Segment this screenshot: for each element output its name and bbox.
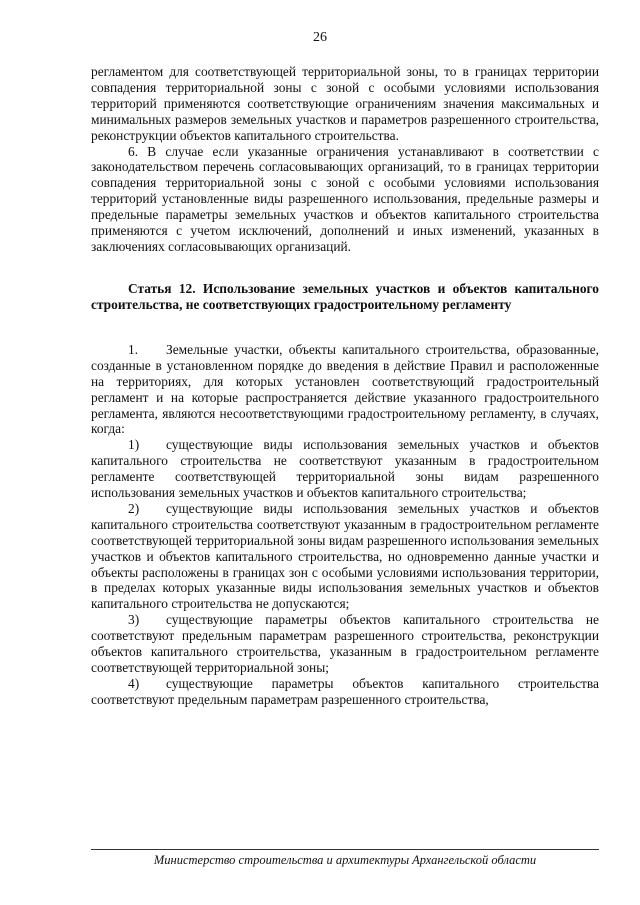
page-number: 26 xyxy=(313,30,327,45)
document-body xyxy=(91,64,599,708)
subitem-4-text: существующие параметры объектов капитального строительства соответствуют предельным параметрам разрешенного строительства, xyxy=(91,675,599,707)
subitem-4 xyxy=(91,676,599,708)
paragraph-continuation: регламентом для соответствующей территориальной зоны, то в границах территории совпадения территориальной зоны с зоной с особыми условиями использования территорий применяются соответствующие ограничениям значения максимальных и минимальных размеров земельных участков и параметров разрешенного строительства, реконструкции объектов капитального строительства. xyxy=(91,64,599,143)
item-1 xyxy=(91,342,599,437)
subitem-3-text: существующие параметры объектов капитального строительства не соответствуют предельным параметрам разрешенного строительства, реконструкции объектов капитального строительства, указанным в градостроительном регламенте соответствующей территориальной зоны; xyxy=(91,612,599,675)
subitem-1 xyxy=(91,437,599,501)
subitem-4-number: 4) xyxy=(128,675,140,691)
subitem-3 xyxy=(91,612,599,676)
subitem-2-number: 2) xyxy=(128,500,140,516)
subitem-2 xyxy=(91,501,599,612)
subitem-2-text: существующие виды использования земельных участков и объектов капитального строительства соответствуют указанным в градостроительном регламенте соответствующей территориальной зоны видам разрешенного использования земельных участков и объектов капитального строительства, но одновременно данные участки и объекты расположены в границах зон с особыми условиями использования территории, в пределах которых указанные виды использования земельных участков и объектов капитального строительства не допускаются; xyxy=(91,500,599,612)
subitem-1-text: существующие виды использования земельных участков и объектов капитального строительства не соответствуют указанным в градостроительном регламенте соответствующей территориальной зоны видам разрешенного использования земельных участков и объектов капитального строительства; xyxy=(91,437,599,501)
item-1-number: 1. xyxy=(128,341,139,357)
paragraph-6: 6. В случае если указанные ограничения устанавливают в соответствии с законодательством перечень согласовывающих организаций, то в границах территории совпадения территориальной зоны с зоной с особыми условиями использования территорий установленные виды разрешенного использования, предельные размеры и предельные параметры земельных участков и объектов капитального строительства применяются с учетом исключений, дополнений и иных изменений, указанных в заключениях согласовывающих организаций. xyxy=(91,143,599,254)
subitem-3-number: 3) xyxy=(128,612,140,628)
article-12-heading: Статья 12. Использование земельных участков и объектов капитального строительства, не соответствующих градостроительному регламенту xyxy=(91,280,599,313)
footer-divider xyxy=(91,849,599,850)
subitem-1-number: 1) xyxy=(128,437,140,453)
item-1-text: Земельные участки, объекты капитального строительства, образованные, созданные в установленном порядке до введения в действие Правил и расположенные на территориях, для которых установлен соответствующий градостроительный регламент и на которые распространяется действие указанного градостроительного регламента, являются несоответствующими градостроительному регламенту, в случаях, когда: xyxy=(91,341,599,437)
footer-text: Министерство строительства и архитектуры Архангельской области xyxy=(153,853,537,867)
